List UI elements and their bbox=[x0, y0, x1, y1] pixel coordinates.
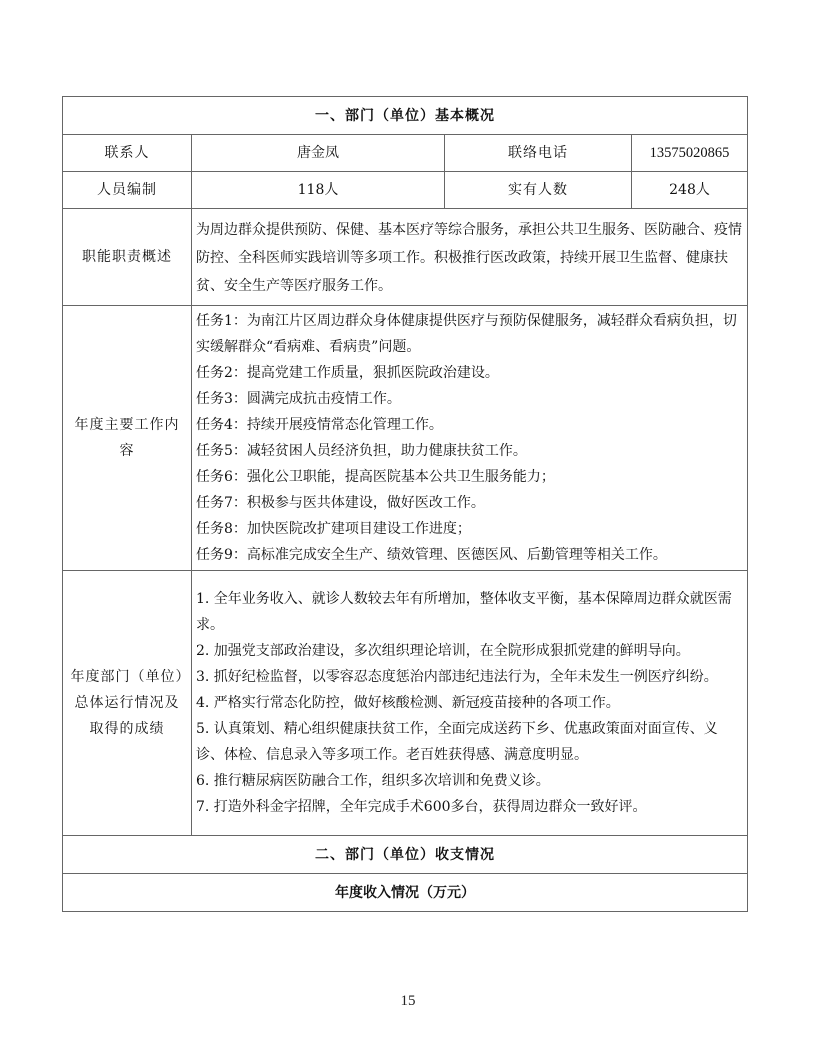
task-item: 任务5：减轻贫困人员经济负担，助力健康扶贫工作。 bbox=[196, 443, 527, 459]
task-item: 任务8：加快医院改扩建项目建设工作进度； bbox=[196, 521, 471, 537]
task-item: 任务7：积极参与医共体建设，做好医改工作。 bbox=[196, 495, 485, 511]
achievement-item: 1. 全年业务收入、就诊人数较去年有所增加，整体收支平衡，基本保障周边群众就医需求。 bbox=[196, 591, 732, 633]
actual-staff-label: 实有人数 bbox=[445, 172, 632, 209]
achievement-item: 2. 加强党支部政治建设，多次组织理论培训，在全院形成狠抓党建的鲜明导向。 bbox=[196, 643, 690, 659]
task-item: 任务9：高标准完成安全生产、绩效管理、医德医风、后勤管理等相关工作。 bbox=[196, 547, 667, 563]
achievement-item: 7. 打造外科金字招牌，全年完成手术600多台，获得周边群众一致好评。 bbox=[196, 799, 647, 815]
achievements-list bbox=[192, 571, 748, 836]
income-title: 年度收入情况（万元） bbox=[63, 874, 748, 912]
income-title-row bbox=[63, 874, 748, 912]
page-number: 15 bbox=[400, 993, 416, 1009]
tasks-list bbox=[192, 306, 748, 571]
tasks-label: 年度主要工作内容 bbox=[63, 306, 192, 571]
section1-title: 一、部门（单位）基本概况 bbox=[63, 97, 748, 135]
budget-overview-table bbox=[62, 96, 748, 912]
contact-label: 联系人 bbox=[63, 135, 192, 172]
contact-value: 唐金凤 bbox=[192, 135, 445, 172]
duties-text: 为周边群众提供预防、保健、基本医疗等综合服务，承担公共卫生服务、医防融合、疫情防控、全科医师实践培训等多项工作。积极推行医改政策，持续开展卫生监督、健康扶贫、安全生产等医疗服务工作。 bbox=[192, 209, 748, 306]
task-item: 任务2：提高党建工作质量，狠抓医院政治建设。 bbox=[196, 365, 499, 381]
achievement-item: 3. 抓好纪检监督，以零容忍态度惩治内部违纪违法行为，全年未发生一例医疗纠纷。 bbox=[196, 669, 718, 685]
achievements-row bbox=[63, 571, 748, 836]
section1-title-row bbox=[63, 97, 748, 135]
achievement-item: 6. 推行糖尿病医防融合工作，组织多次培训和免费义诊。 bbox=[196, 773, 550, 789]
section2-title-row bbox=[63, 836, 748, 874]
task-item: 任务3：圆满完成抗击疫情工作。 bbox=[196, 391, 401, 407]
staff-quota-label: 人员编制 bbox=[63, 172, 192, 209]
task-item: 任务6：强化公卫职能，提高医院基本公共卫生服务能力； bbox=[196, 469, 555, 485]
duties-label: 职能职责概述 bbox=[63, 209, 192, 306]
phone-label: 联络电话 bbox=[445, 135, 632, 172]
tasks-row bbox=[63, 306, 748, 571]
task-item: 任务4：持续开展疫情常态化管理工作。 bbox=[196, 417, 443, 433]
staff-row bbox=[63, 172, 748, 209]
contact-row bbox=[63, 135, 748, 172]
achievement-item: 4. 严格实行常态化防控，做好核酸检测、新冠疫苗接种的各项工作。 bbox=[196, 695, 620, 711]
achievement-item: 5. 认真策划、精心组织健康扶贫工作，全面完成送药下乡、优惠政策面对面宣传、义诊、体检、信息录入等多项工作。老百姓获得感、满意度明显。 bbox=[196, 721, 718, 763]
staff-quota-value: 118人 bbox=[192, 172, 445, 209]
actual-staff-value: 248人 bbox=[632, 172, 748, 209]
phone-value: 13575020865 bbox=[632, 135, 748, 172]
task-item: 任务1：为南江片区周边群众身体健康提供医疗与预防保健服务，减轻群众看病负担，切实缓解群众“看病难、看病贵”问题。 bbox=[196, 313, 737, 355]
duties-row bbox=[63, 209, 748, 306]
achievements-label: 年度部门（单位）总体运行情况及取得的成绩 bbox=[63, 571, 192, 836]
section2-title: 二、部门（单位）收支情况 bbox=[63, 836, 748, 874]
